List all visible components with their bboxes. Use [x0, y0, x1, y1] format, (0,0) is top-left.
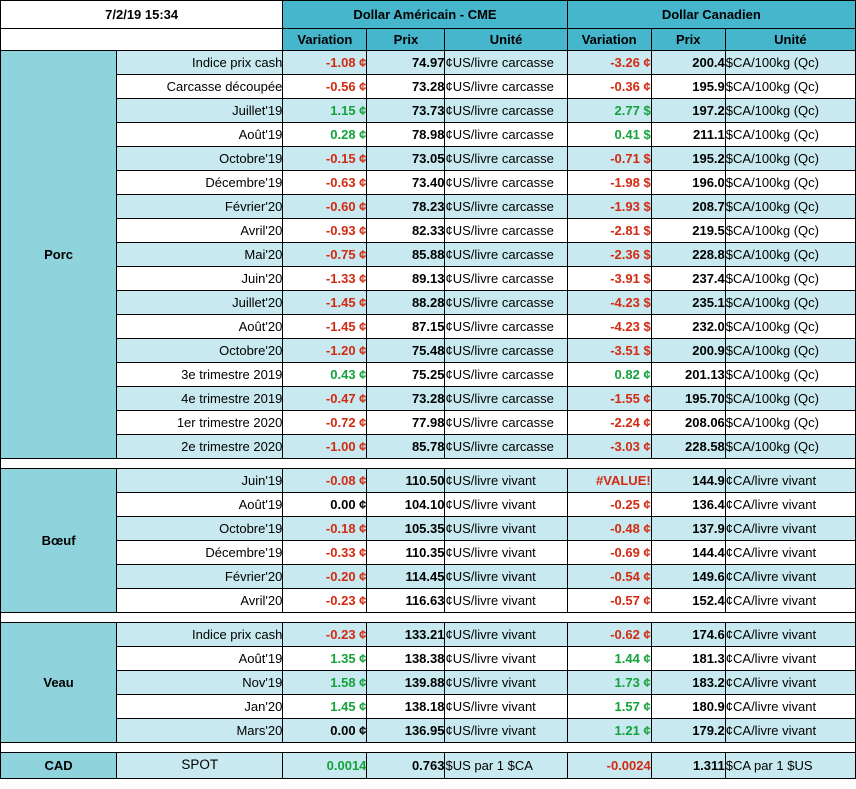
table-row [1, 315, 856, 339]
us-price: 136.95 [367, 719, 445, 743]
us-unit: ¢US/livre vivant [445, 589, 567, 613]
ca-unit: ¢CA/livre vivant [725, 541, 855, 565]
ca-price: 211.1 [651, 123, 725, 147]
ca-price: 219.5 [651, 219, 725, 243]
row-label: Indice prix cash [117, 51, 283, 75]
table-row [1, 339, 856, 363]
ca-unit: ¢CA/livre vivant [725, 589, 855, 613]
column-header-us-unite: Unité [445, 29, 567, 51]
table-row [1, 51, 856, 75]
ca-price: 228.8 [651, 243, 725, 267]
ca-price: 208.7 [651, 195, 725, 219]
table-row [1, 195, 856, 219]
ca-unit: ¢CA/livre vivant [725, 623, 855, 647]
spacer-cell [1, 459, 856, 469]
table-row [1, 719, 856, 743]
ca-price: 195.9 [651, 75, 725, 99]
table-row [1, 123, 856, 147]
us-price: 110.35 [367, 541, 445, 565]
row-label: 3e trimestre 2019 [117, 363, 283, 387]
us-unit: ¢US/livre carcasse [445, 51, 567, 75]
ca-price: 195.70 [651, 387, 725, 411]
ca-variation: -4.23 $ [567, 315, 651, 339]
us-unit: ¢US/livre vivant [445, 517, 567, 541]
ca-variation: -3.26 ¢ [567, 51, 651, 75]
currency-header-us: Dollar Américain - CME [283, 1, 567, 29]
us-variation: -0.72 ¢ [283, 411, 367, 435]
us-variation: 1.45 ¢ [283, 695, 367, 719]
us-price: 114.45 [367, 565, 445, 589]
ca-unit: ¢CA/livre vivant [725, 517, 855, 541]
us-price: 87.15 [367, 315, 445, 339]
ca-variation: -0.57 ¢ [567, 589, 651, 613]
us-price: 138.18 [367, 695, 445, 719]
header-row-title [1, 1, 856, 29]
ca-price: 228.58 [651, 435, 725, 459]
ca-price: 181.3 [651, 647, 725, 671]
us-variation: -1.33 ¢ [283, 267, 367, 291]
table-row [1, 565, 856, 589]
column-header-ca-unite: Unité [725, 29, 855, 51]
table-row [1, 589, 856, 613]
ca-variation: #VALUE! [567, 469, 651, 493]
column-header-us-prix: Prix [367, 29, 445, 51]
category-cad: CAD [1, 753, 117, 779]
table-row [1, 267, 856, 291]
us-unit: ¢US/livre carcasse [445, 195, 567, 219]
us-unit: ¢US/livre carcasse [445, 123, 567, 147]
table-row [1, 411, 856, 435]
ca-price: 1.311 [651, 753, 725, 779]
us-variation: -0.18 ¢ [283, 517, 367, 541]
us-price: 73.73 [367, 99, 445, 123]
ca-unit: ¢CA/livre vivant [725, 719, 855, 743]
row-label: Août'19 [117, 647, 283, 671]
us-price: 116.63 [367, 589, 445, 613]
us-variation: -0.93 ¢ [283, 219, 367, 243]
ca-price: 144.4 [651, 541, 725, 565]
us-price: 75.48 [367, 339, 445, 363]
ca-variation: 1.21 ¢ [567, 719, 651, 743]
ca-unit: $CA par 1 $US [725, 753, 855, 779]
row-label: Jan'20 [117, 695, 283, 719]
ca-unit: ¢CA/livre vivant [725, 565, 855, 589]
ca-unit: ¢CA/livre vivant [725, 695, 855, 719]
us-price: 0.763 [367, 753, 445, 779]
ca-unit: $CA/100kg (Qc) [725, 219, 855, 243]
ca-variation: -3.51 $ [567, 339, 651, 363]
ca-unit: $CA/100kg (Qc) [725, 243, 855, 267]
row-label: Décembre'19 [117, 171, 283, 195]
us-price: 77.98 [367, 411, 445, 435]
us-variation: 0.0014 [283, 753, 367, 779]
us-unit: ¢US/livre carcasse [445, 219, 567, 243]
us-unit: ¢US/livre carcasse [445, 339, 567, 363]
us-price: 78.23 [367, 195, 445, 219]
row-label: Décembre'19 [117, 541, 283, 565]
table-row [1, 541, 856, 565]
row-label: Octobre'19 [117, 517, 283, 541]
us-unit: ¢US/livre vivant [445, 647, 567, 671]
row-label: Carcasse découpée [117, 75, 283, 99]
table-row [1, 517, 856, 541]
table-row [1, 99, 856, 123]
us-unit: ¢US/livre vivant [445, 493, 567, 517]
table-row [1, 291, 856, 315]
ca-variation: 1.57 ¢ [567, 695, 651, 719]
spacer-cell [1, 743, 856, 753]
ca-variation: -4.23 $ [567, 291, 651, 315]
ca-variation: -0.62 ¢ [567, 623, 651, 647]
row-label: 1er trimestre 2020 [117, 411, 283, 435]
ca-unit: $CA/100kg (Qc) [725, 339, 855, 363]
ca-price: 232.0 [651, 315, 725, 339]
table-row [1, 171, 856, 195]
ca-unit: $CA/100kg (Qc) [725, 435, 855, 459]
ca-unit: $CA/100kg (Qc) [725, 147, 855, 171]
ca-price: 183.2 [651, 671, 725, 695]
column-header-ca-prix: Prix [651, 29, 725, 51]
us-unit: ¢US/livre carcasse [445, 75, 567, 99]
us-price: 133.21 [367, 623, 445, 647]
row-label: Août'19 [117, 493, 283, 517]
us-variation: 0.00 ¢ [283, 719, 367, 743]
us-unit: ¢US/livre carcasse [445, 363, 567, 387]
us-variation: -0.47 ¢ [283, 387, 367, 411]
us-unit: ¢US/livre carcasse [445, 435, 567, 459]
row-label: 4e trimestre 2019 [117, 387, 283, 411]
us-variation: 1.35 ¢ [283, 647, 367, 671]
ca-variation: -1.98 $ [567, 171, 651, 195]
ca-variation: -3.03 ¢ [567, 435, 651, 459]
row-label: Indice prix cash [117, 623, 283, 647]
ca-variation: 1.73 ¢ [567, 671, 651, 695]
ca-price: 152.4 [651, 589, 725, 613]
us-variation: -0.33 ¢ [283, 541, 367, 565]
us-variation: -0.60 ¢ [283, 195, 367, 219]
row-label: Août'20 [117, 315, 283, 339]
column-header-us-variation: Variation [283, 29, 367, 51]
us-unit: $US par 1 $CA [445, 753, 567, 779]
us-unit: ¢US/livre carcasse [445, 291, 567, 315]
ca-price: 200.9 [651, 339, 725, 363]
row-label: Février'20 [117, 565, 283, 589]
ca-price: 149.6 [651, 565, 725, 589]
table-row [1, 671, 856, 695]
ca-variation: -0.54 ¢ [567, 565, 651, 589]
ca-variation: -0.71 $ [567, 147, 651, 171]
ca-unit: ¢CA/livre vivant [725, 469, 855, 493]
us-unit: ¢US/livre carcasse [445, 99, 567, 123]
ca-price: 197.2 [651, 99, 725, 123]
header-row-columns [1, 29, 856, 51]
us-price: 85.78 [367, 435, 445, 459]
us-price: 73.28 [367, 75, 445, 99]
ca-price: 174.6 [651, 623, 725, 647]
us-variation: -1.45 ¢ [283, 315, 367, 339]
ca-variation: -2.36 $ [567, 243, 651, 267]
section-spacer-2 [1, 613, 856, 623]
ca-unit: $CA/100kg (Qc) [725, 315, 855, 339]
ca-variation: -0.36 ¢ [567, 75, 651, 99]
us-unit: ¢US/livre carcasse [445, 243, 567, 267]
row-label: Mai'20 [117, 243, 283, 267]
row-label: Juillet'20 [117, 291, 283, 315]
us-price: 73.28 [367, 387, 445, 411]
ca-price: 179.2 [651, 719, 725, 743]
us-unit: ¢US/livre vivant [445, 541, 567, 565]
us-variation: 0.43 ¢ [283, 363, 367, 387]
us-unit: ¢US/livre carcasse [445, 411, 567, 435]
us-variation: -0.20 ¢ [283, 565, 367, 589]
us-unit: ¢US/livre carcasse [445, 147, 567, 171]
us-price: 85.88 [367, 243, 445, 267]
category-boeuf: Bœuf [1, 469, 117, 613]
ca-price: 235.1 [651, 291, 725, 315]
us-price: 78.98 [367, 123, 445, 147]
ca-unit: ¢CA/livre vivant [725, 671, 855, 695]
ca-variation: -1.93 $ [567, 195, 651, 219]
ca-unit: $CA/100kg (Qc) [725, 291, 855, 315]
us-unit: ¢US/livre carcasse [445, 315, 567, 339]
us-variation: 0.00 ¢ [283, 493, 367, 517]
row-label: SPOT [117, 753, 283, 779]
section-spacer-1 [1, 459, 856, 469]
us-unit: ¢US/livre carcasse [445, 387, 567, 411]
ca-price: 237.4 [651, 267, 725, 291]
table-row [1, 435, 856, 459]
us-variation: 1.58 ¢ [283, 671, 367, 695]
timestamp: 7/2/19 15:34 [1, 1, 283, 29]
ca-unit: $CA/100kg (Qc) [725, 171, 855, 195]
section-spacer-3 [1, 743, 856, 753]
ca-variation: -0.25 ¢ [567, 493, 651, 517]
ca-variation: 1.44 ¢ [567, 647, 651, 671]
row-label: Juin'20 [117, 267, 283, 291]
row-label: Mars'20 [117, 719, 283, 743]
ca-unit: $CA/100kg (Qc) [725, 75, 855, 99]
ca-unit: ¢CA/livre vivant [725, 493, 855, 517]
row-label: Avril'20 [117, 219, 283, 243]
ca-variation: -0.69 ¢ [567, 541, 651, 565]
us-variation: -0.75 ¢ [283, 243, 367, 267]
us-price: 104.10 [367, 493, 445, 517]
us-variation: -1.00 ¢ [283, 435, 367, 459]
ca-price: 200.4 [651, 51, 725, 75]
ca-unit: $CA/100kg (Qc) [725, 387, 855, 411]
us-unit: ¢US/livre vivant [445, 623, 567, 647]
us-variation: -1.45 ¢ [283, 291, 367, 315]
ca-price: 208.06 [651, 411, 725, 435]
row-label: 2e trimestre 2020 [117, 435, 283, 459]
table-row [1, 695, 856, 719]
ca-variation: -2.81 $ [567, 219, 651, 243]
us-variation: -0.23 ¢ [283, 589, 367, 613]
us-variation: -1.08 ¢ [283, 51, 367, 75]
us-variation: -0.08 ¢ [283, 469, 367, 493]
us-price: 105.35 [367, 517, 445, 541]
us-unit: ¢US/livre vivant [445, 671, 567, 695]
ca-variation: 0.82 ¢ [567, 363, 651, 387]
spacer-cell [1, 613, 856, 623]
ca-unit: $CA/100kg (Qc) [725, 123, 855, 147]
ca-price: 201.13 [651, 363, 725, 387]
us-variation: 0.28 ¢ [283, 123, 367, 147]
ca-unit: $CA/100kg (Qc) [725, 363, 855, 387]
us-variation: -0.15 ¢ [283, 147, 367, 171]
table-row [1, 387, 856, 411]
ca-unit: ¢CA/livre vivant [725, 647, 855, 671]
category-veau: Veau [1, 623, 117, 743]
row-label: Octobre'20 [117, 339, 283, 363]
us-price: 110.50 [367, 469, 445, 493]
us-unit: ¢US/livre vivant [445, 469, 567, 493]
us-unit: ¢US/livre vivant [445, 565, 567, 589]
ca-unit: $CA/100kg (Qc) [725, 51, 855, 75]
ca-variation: -2.24 ¢ [567, 411, 651, 435]
table-row [1, 493, 856, 517]
table-row [1, 623, 856, 647]
ca-variation: -0.48 ¢ [567, 517, 651, 541]
us-unit: ¢US/livre carcasse [445, 171, 567, 195]
row-label: Août'19 [117, 123, 283, 147]
us-variation: 1.15 ¢ [283, 99, 367, 123]
ca-variation: -1.55 ¢ [567, 387, 651, 411]
table-row [1, 219, 856, 243]
ca-variation: 2.77 $ [567, 99, 651, 123]
row-label: Juillet'19 [117, 99, 283, 123]
us-price: 75.25 [367, 363, 445, 387]
ca-unit: $CA/100kg (Qc) [725, 267, 855, 291]
us-price: 89.13 [367, 267, 445, 291]
us-variation: -0.63 ¢ [283, 171, 367, 195]
category-porc: Porc [1, 51, 117, 459]
ca-price: 180.9 [651, 695, 725, 719]
table-row [1, 647, 856, 671]
table-row [1, 147, 856, 171]
ca-variation: -3.91 $ [567, 267, 651, 291]
ca-unit: $CA/100kg (Qc) [725, 99, 855, 123]
us-unit: ¢US/livre vivant [445, 719, 567, 743]
us-variation: -0.56 ¢ [283, 75, 367, 99]
row-label: Octobre'19 [117, 147, 283, 171]
ca-price: 144.9 [651, 469, 725, 493]
table-row-cad [1, 753, 856, 779]
row-label: Nov'19 [117, 671, 283, 695]
ca-price: 136.4 [651, 493, 725, 517]
us-variation: -0.23 ¢ [283, 623, 367, 647]
us-price: 73.40 [367, 171, 445, 195]
row-label: Avril'20 [117, 589, 283, 613]
ca-variation: -0.0024 [567, 753, 651, 779]
us-variation: -1.20 ¢ [283, 339, 367, 363]
us-price: 73.05 [367, 147, 445, 171]
table-row [1, 363, 856, 387]
header-spacer [1, 29, 283, 51]
us-price: 88.28 [367, 291, 445, 315]
row-label: Juin'19 [117, 469, 283, 493]
ca-unit: $CA/100kg (Qc) [725, 195, 855, 219]
currency-header-ca: Dollar Canadien [567, 1, 855, 29]
ca-price: 196.0 [651, 171, 725, 195]
table-row [1, 75, 856, 99]
ca-price: 137.9 [651, 517, 725, 541]
us-price: 82.33 [367, 219, 445, 243]
us-unit: ¢US/livre carcasse [445, 267, 567, 291]
column-header-ca-variation: Variation [567, 29, 651, 51]
ca-unit: $CA/100kg (Qc) [725, 411, 855, 435]
row-label: Février'20 [117, 195, 283, 219]
table-row [1, 243, 856, 267]
us-unit: ¢US/livre vivant [445, 695, 567, 719]
us-price: 139.88 [367, 671, 445, 695]
us-price: 138.38 [367, 647, 445, 671]
ca-variation: 0.41 $ [567, 123, 651, 147]
ca-price: 195.2 [651, 147, 725, 171]
us-price: 74.97 [367, 51, 445, 75]
table-row [1, 469, 856, 493]
